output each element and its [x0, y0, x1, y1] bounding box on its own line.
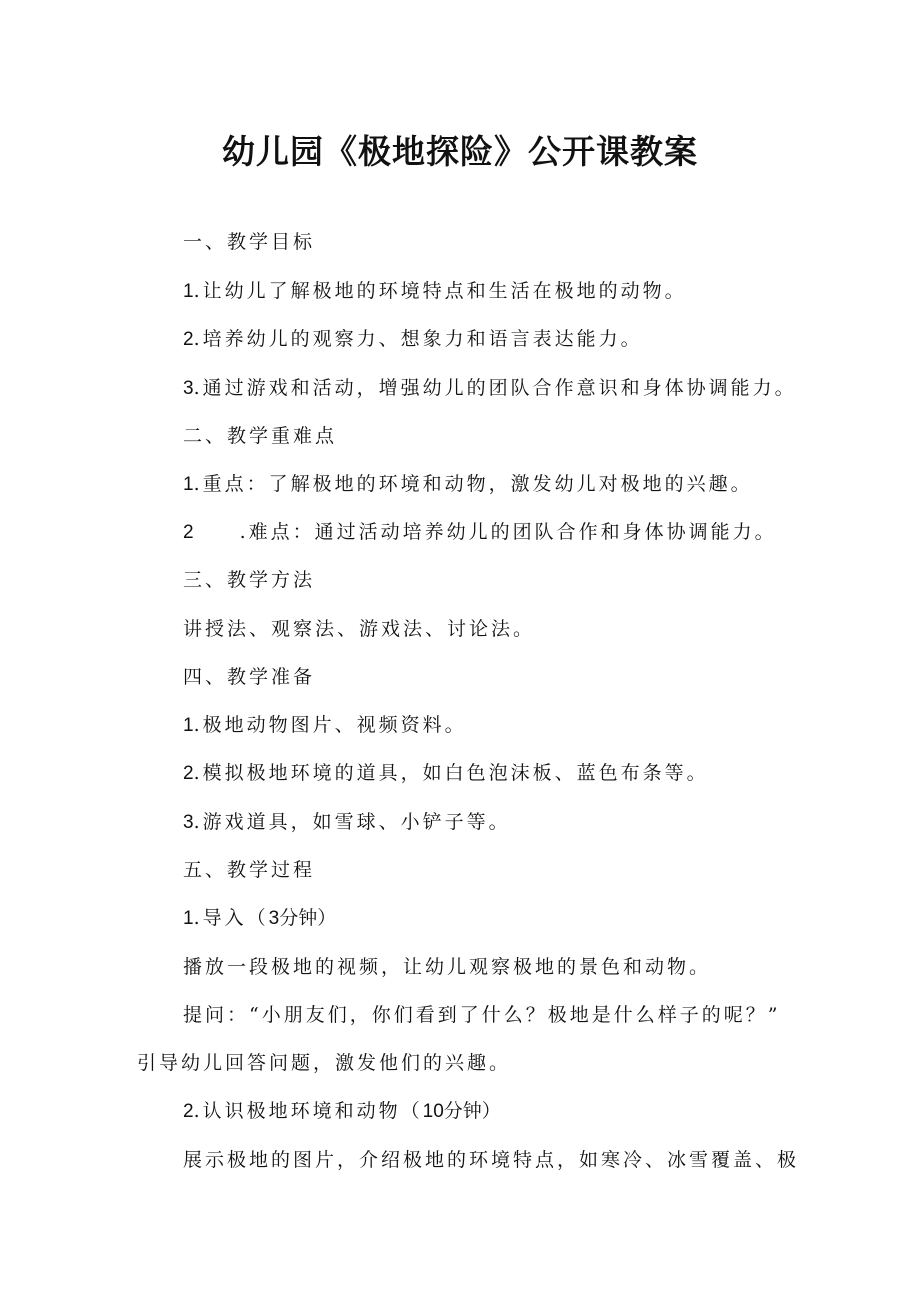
document-title: 幼儿园《极地探险》公开课教案: [222, 132, 698, 171]
item-text: .重点：了解极地的环境和动物，激发幼儿对极地的兴趣。: [193, 473, 753, 495]
item-text: .通过游戏和活动，增强幼儿的团队合作意识和身体协调能力。: [193, 377, 797, 399]
step-text-end: ）: [317, 907, 340, 929]
item-number: 2: [183, 522, 194, 543]
section-heading-goals: 一、教学目标: [183, 231, 316, 253]
step-text-end: ）: [481, 1100, 504, 1122]
process-paragraph-2a: 提问：“小朋友们，你们看到了什么？极地是什么样子的呢？”: [183, 1004, 781, 1026]
process-paragraph-3: 展示极地的图片，介绍极地的环境特点，如寒冷、冰雪覆盖、极: [183, 1149, 800, 1171]
item-text: .模拟极地环境的道具，如白色泡沫板、蓝色布条等。: [193, 762, 709, 784]
item-number: 2: [183, 763, 194, 784]
item-number: 2: [183, 1101, 194, 1122]
section-heading-preparation: 四、教学准备: [183, 666, 316, 688]
item-number: 1: [183, 908, 194, 929]
section-heading-process: 五、教学过程: [183, 859, 316, 881]
goal-item-1: [183, 279, 687, 304]
item-number: 1: [183, 715, 194, 736]
methods-text: 讲授法、观察法、游戏法、讨论法。: [183, 618, 536, 640]
step-text: .认识极地环境和动物（: [193, 1100, 423, 1122]
preparation-item-3: [183, 810, 511, 835]
step-text: .导入（: [193, 907, 269, 929]
goal-item-2: [183, 327, 643, 352]
process-paragraph-2b: 引导幼儿回答问题，激发他们的兴趣。: [137, 1052, 512, 1074]
preparation-item-1: [183, 713, 467, 738]
process-step-2: [183, 1099, 504, 1124]
item-text: .培养幼儿的观察力、想象力和语言表达能力。: [193, 328, 643, 350]
item-text: .游戏道具，如雪球、小铲子等。: [193, 811, 511, 833]
preparation-item-2: [183, 761, 709, 786]
item-text: .让幼儿了解极地的环境特点和生活在极地的动物。: [193, 280, 687, 302]
item-number: 3: [183, 378, 194, 399]
process-paragraph-1: 播放一段极地的视频，让幼儿观察极地的景色和动物。: [183, 956, 712, 978]
step-duration: 10分钟: [422, 1101, 482, 1122]
key-point-item-1: [183, 472, 753, 497]
item-number: 1: [183, 281, 194, 302]
goal-item-3: [183, 376, 797, 401]
item-number: 2: [183, 329, 194, 350]
key-point-item-2: [183, 520, 777, 545]
item-number: 3: [183, 812, 194, 833]
step-duration: 3分钟: [268, 908, 318, 929]
section-heading-methods: 三、教学方法: [183, 569, 316, 591]
item-number: 1: [183, 474, 194, 495]
section-heading-key-points: 二、教学重难点: [183, 425, 338, 447]
process-step-1: [183, 906, 339, 931]
item-text: .难点：通过活动培养幼儿的团队合作和身体协调能力。: [239, 521, 777, 543]
item-text: .极地动物图片、视频资料。: [193, 714, 467, 736]
